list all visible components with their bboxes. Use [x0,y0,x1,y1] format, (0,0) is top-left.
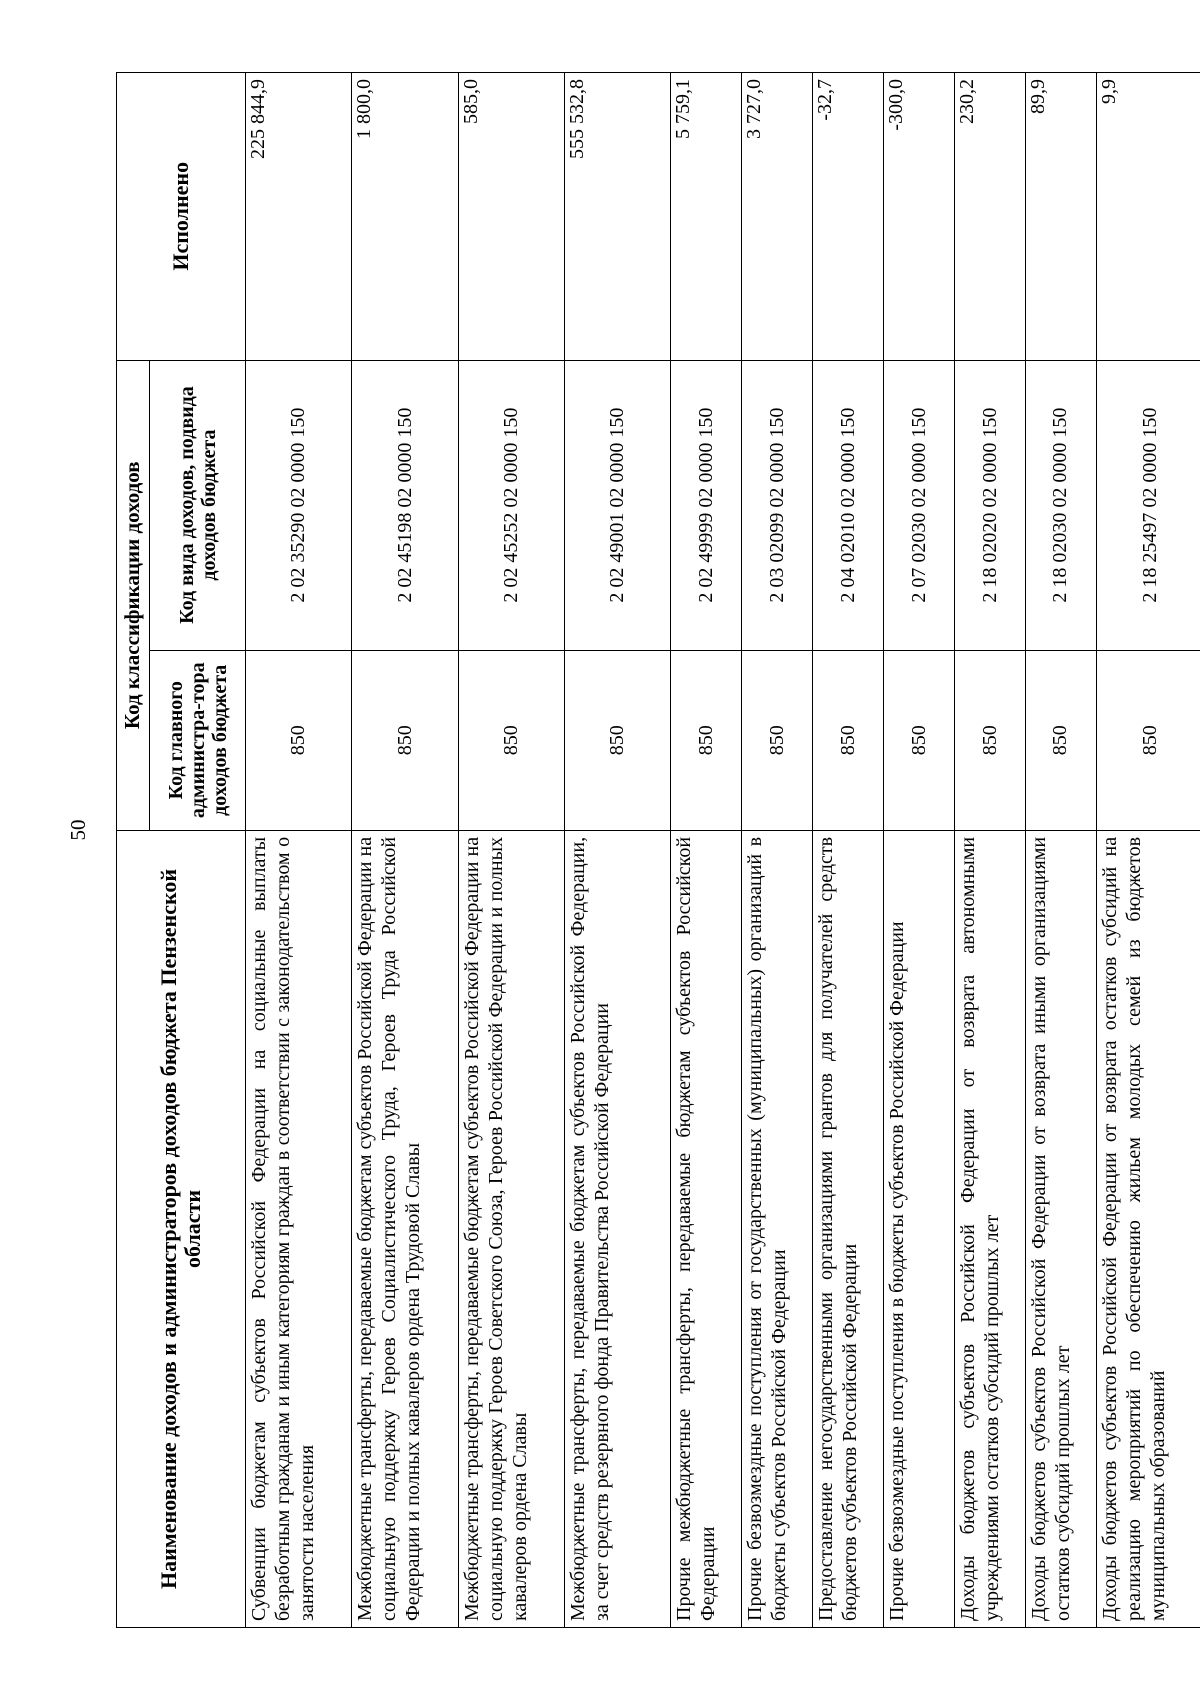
row-name: Прочие безвозмездные поступления от государственных (муниципальных) организаций в бюджеты субъектов Российской Федерации [742,830,813,1627]
row-name: Предоставление негосударственными организациями грантов для получателей средств бюджетов субъектов Российской Федерации [813,830,884,1627]
row-type-code: 2 02 49999 02 0000 150 [671,360,742,650]
row-name: Субвенции бюджетам субъектов Российской Федерации на социальные выплаты безработным гражданам и иным категориям граждан в соответствии с законодательством о занятости населения [246,830,352,1627]
table-row [955,73,1026,1628]
row-amount: 1 800,0 [352,73,458,361]
header-type-code: Код вида доходов, подвида доходов бюджета [150,360,246,650]
header-admin-code: Код главного администра-тора доходов бюджета [150,650,246,830]
row-amount: 225 844,9 [246,73,352,361]
row-admin-code: 850 [955,650,1026,830]
table-row [352,73,458,1628]
row-name: Доходы бюджетов субъектов Российской Федерации от возврата автономными учреждениями остатков субсидий прошлых лет [955,830,1026,1627]
page-number: 50 [66,819,90,841]
table-row [813,73,884,1628]
row-name: Межбюджетные трансферты, передаваемые бюджетам субъектов Российской Федерации на социальную поддержку Героев Советского Союза, Героев Российской Федерации и полных кавалеров ордена Славы [458,830,564,1627]
row-type-code: 2 04 02010 02 0000 150 [813,360,884,650]
row-admin-code: 850 [1025,650,1096,830]
row-admin-code: 850 [671,650,742,830]
table-row [742,73,813,1628]
table-row [671,73,742,1628]
table-row [246,73,352,1628]
row-type-code: 2 02 49001 02 0000 150 [565,360,671,650]
row-name: Прочие межбюджетные трансферты, передаваемые бюджетам субъектов Российской Федерации [671,830,742,1627]
row-name: Межбюджетные трансферты, передаваемые бюджетам субъектов Российской Федерации, за счет средств резервного фонда Правительства Российской Федерации [565,830,671,1627]
row-admin-code: 850 [458,650,564,830]
row-type-code: 2 02 35290 02 0000 150 [246,360,352,650]
row-amount: 5 759,1 [671,73,742,361]
rotated-table-container [116,72,1200,1628]
header-classification-group: Код классификации доходов [117,360,150,830]
row-name: Прочие безвозмездные поступления в бюджеты субъектов Российской Федерации [884,830,955,1627]
row-type-code: 2 03 02099 02 0000 150 [742,360,813,650]
table-row [458,73,564,1628]
row-type-code: 2 02 45252 02 0000 150 [458,360,564,650]
row-admin-code: 850 [565,650,671,830]
row-amount: 555 532,8 [565,73,671,361]
table-row [1096,73,1200,1628]
header-executed: Исполнено [117,73,246,361]
row-name: Межбюджетные трансферты, передаваемые бюджетам субъектов Российской Федерации на социальную поддержку Героев Социалистического Труда, Героев Труда Российской Федерации и полных кавалеров ордена Трудовой Славы [352,830,458,1627]
row-amount: 3 727,0 [742,73,813,361]
row-admin-code: 850 [352,650,458,830]
header-name: Наименование доходов и администраторов доходов бюджета Пензенской области [117,830,246,1627]
row-name: Доходы бюджетов субъектов Российской Федерации от возврата иными организациями остатков субсидий прошлых лет [1025,830,1096,1627]
row-amount: 230,2 [955,73,1026,361]
row-amount: 89,9 [1025,73,1096,361]
table-row [1025,73,1096,1628]
row-amount: 585,0 [458,73,564,361]
row-type-code: 2 18 02030 02 0000 150 [1025,360,1096,650]
table-row [884,73,955,1628]
row-admin-code: 850 [884,650,955,830]
row-type-code: 2 07 02030 02 0000 150 [884,360,955,650]
row-type-code: 2 18 02020 02 0000 150 [955,360,1026,650]
row-name: Доходы бюджетов субъектов Российской Федерации от возврата остатков субсидий на реализацию мероприятий по обеспечению жильем молодых семей из бюджетов муниципальных образований [1096,830,1200,1627]
row-type-code: 2 02 45198 02 0000 150 [352,360,458,650]
revenue-table [116,72,1200,1628]
row-amount: 9,9 [1096,73,1200,361]
row-type-code: 2 18 25497 02 0000 150 [1096,360,1200,650]
row-amount: -32,7 [813,73,884,361]
table-row [565,73,671,1628]
row-admin-code: 850 [246,650,352,830]
row-amount: -300,0 [884,73,955,361]
row-admin-code: 850 [742,650,813,830]
row-admin-code: 850 [1096,650,1200,830]
row-admin-code: 850 [813,650,884,830]
